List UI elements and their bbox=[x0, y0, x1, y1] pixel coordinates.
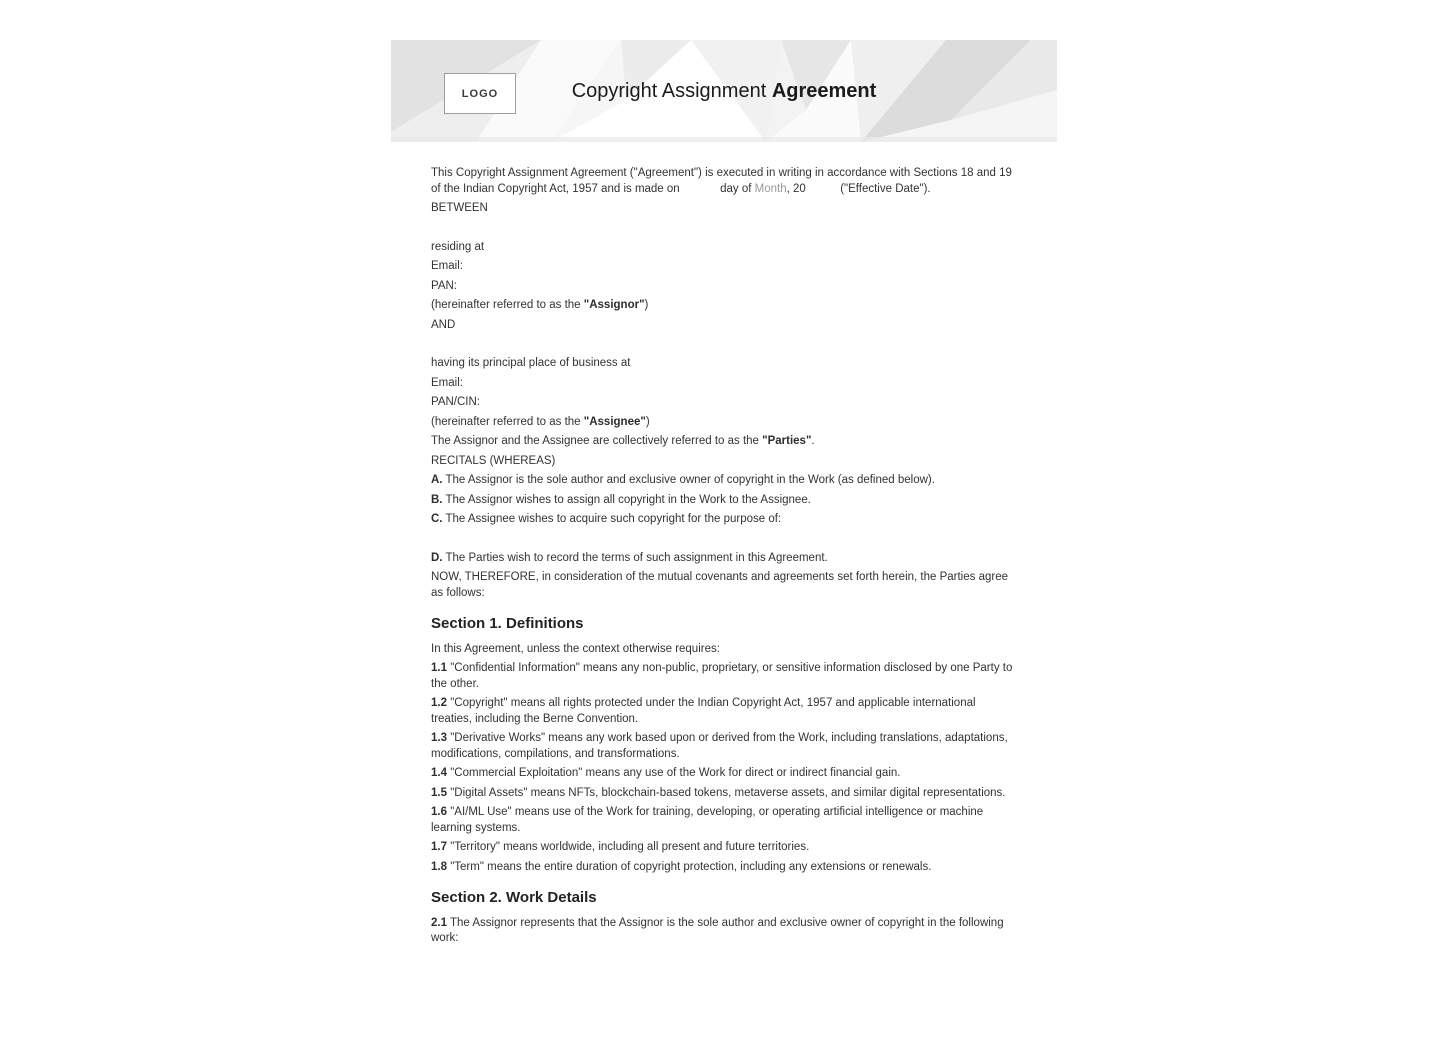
now-therefore-paragraph: NOW, THEREFORE, in consideration of the mutual covenants and agreements set forth herein, the Parties agree as follows: bbox=[431, 571, 1008, 599]
parties-sentence bbox=[431, 434, 1017, 450]
work-details-num-2-1: 2.1 bbox=[431, 916, 447, 929]
assignor-residing-at: residing at bbox=[431, 240, 485, 253]
definition-num-1-8: 1.8 bbox=[431, 860, 447, 873]
definition-item-1-1 bbox=[431, 661, 1017, 692]
section-1-lead: In this Agreement, unless the context otherwise requires: bbox=[431, 642, 720, 655]
recital-label-a: A. bbox=[431, 474, 443, 487]
definition-text-1-3: "Derivative Works" means any work based upon or derived from the Work, including translations, adaptations, modifications, compilations, and transformations. bbox=[431, 732, 1008, 760]
assignee-hereinafter bbox=[431, 415, 1017, 431]
definition-num-1-4: 1.4 bbox=[431, 767, 447, 780]
recital-label-c: C. bbox=[431, 513, 443, 526]
recital-item-c bbox=[431, 512, 1017, 528]
recital-text-b: The Assignor wishes to assign all copyright in the Work to the Assignee. bbox=[445, 493, 811, 506]
assignee-principal-place: having its principal place of business at bbox=[431, 357, 631, 370]
document-title bbox=[391, 40, 1057, 142]
document-body bbox=[391, 142, 1057, 1011]
definition-num-1-2: 1.2 bbox=[431, 697, 447, 710]
definition-item-1-3 bbox=[431, 731, 1017, 762]
recital-item-b bbox=[431, 493, 1017, 509]
intro-text-4: ("Effective Date"). bbox=[840, 182, 931, 195]
assignee-hereinafter-suffix: ) bbox=[645, 415, 650, 428]
definition-num-1-1: 1.1 bbox=[431, 662, 447, 675]
document-page bbox=[391, 40, 1057, 1011]
assignor-pan-label: PAN: bbox=[431, 279, 457, 292]
assignor-hereinafter-prefix: (hereinafter referred to as the bbox=[431, 299, 584, 312]
recital-text-c: The Assignee wishes to acquire such copyright for the purpose of: bbox=[445, 513, 782, 526]
assignor-hereinafter-suffix: ) bbox=[644, 299, 649, 312]
definition-text-1-6: "AI/ML Use" means use of the Work for training, developing, or operating artificial intelligence or machine learning systems. bbox=[431, 806, 984, 834]
parties-term: "Parties" bbox=[762, 435, 812, 448]
intro-text-2: day of bbox=[720, 182, 752, 195]
parties-suffix: . bbox=[811, 435, 815, 448]
definition-num-1-6: 1.6 bbox=[431, 806, 447, 819]
logo-text: LOGO bbox=[461, 87, 499, 100]
recital-text-a: The Assignor is the sole author and exclusive owner of copyright in the Work (as defined below). bbox=[445, 474, 935, 487]
work-details-text-2-1: The Assignor represents that the Assignor is the sole author and exclusive owner of copyright in the following work: bbox=[431, 916, 1004, 945]
definition-num-1-7: 1.7 bbox=[431, 841, 447, 854]
title-bold: Agreement bbox=[771, 79, 877, 102]
definition-item-1-4 bbox=[431, 766, 1017, 782]
assignor-name-blank bbox=[431, 221, 1017, 240]
definition-item-1-8 bbox=[431, 860, 1017, 876]
definition-num-1-3: 1.3 bbox=[431, 732, 447, 745]
assignor-email-label: Email: bbox=[431, 260, 463, 273]
section-1-heading: Section 1. Definitions bbox=[431, 615, 584, 633]
intro-text-3: , 20 bbox=[786, 182, 806, 195]
definition-item-1-7 bbox=[431, 840, 1017, 856]
assignor-hereinafter bbox=[431, 298, 1017, 314]
month-placeholder: Month bbox=[754, 182, 787, 195]
recital-item-a bbox=[431, 473, 1017, 489]
and-label: AND bbox=[431, 318, 456, 331]
definition-text-1-7: "Territory" means worldwide, including all present and future territories. bbox=[450, 841, 810, 854]
recital-label-d: D. bbox=[431, 551, 443, 564]
recital-text-d: The Parties wish to record the terms of such assignment in this Agreement. bbox=[445, 551, 828, 564]
assignee-hereinafter-prefix: (hereinafter referred to as the bbox=[431, 415, 584, 428]
parties-prefix: The Assignor and the Assignee are collectively referred to as the bbox=[431, 435, 763, 448]
assignor-term: "Assignor" bbox=[583, 299, 645, 312]
definition-text-1-2: "Copyright" means all rights protected under the Indian Copyright Act, 1957 and applicable international treaties, including the Berne Convention. bbox=[431, 697, 976, 725]
between-label: BETWEEN bbox=[431, 202, 488, 215]
intro-paragraph bbox=[431, 166, 1017, 197]
recitals-heading: RECITALS (WHEREAS) bbox=[431, 454, 556, 467]
definition-num-1-5: 1.5 bbox=[431, 786, 447, 799]
section-2-heading: Section 2. Work Details bbox=[431, 889, 597, 907]
definition-text-1-8: "Term" means the entire duration of copyright protection, including any extensions or renewals. bbox=[450, 860, 932, 873]
assignee-name-blank bbox=[431, 337, 1017, 356]
title-regular: Copyright Assignment bbox=[571, 79, 772, 102]
document-header bbox=[391, 40, 1057, 142]
assignee-term: "Assignee" bbox=[583, 415, 646, 428]
purpose-blank-field bbox=[431, 532, 1017, 551]
definition-item-1-5 bbox=[431, 786, 1017, 802]
assignee-pan-label: PAN/CIN: bbox=[431, 396, 480, 409]
assignee-email-label: Email: bbox=[431, 376, 463, 389]
recital-item-d bbox=[431, 551, 1017, 567]
recital-label-b: B. bbox=[431, 493, 443, 506]
definition-text-1-5: "Digital Assets" means NFTs, blockchain-based tokens, metaverse assets, and similar digital representations. bbox=[450, 786, 1006, 799]
work-details-item-2-1 bbox=[431, 916, 1017, 947]
definition-item-1-2 bbox=[431, 696, 1017, 727]
intro-text-1: This Copyright Assignment Agreement ("Agreement") is executed in writing in accordance with Sections 18 and 19 of the Indian Copyright Act, 1957 and is made on bbox=[431, 167, 1012, 195]
definition-item-1-6 bbox=[431, 805, 1017, 836]
definition-text-1-1: "Confidential Information" means any non-public, proprietary, or sensitive information disclosed by one Party to the other. bbox=[431, 662, 1013, 690]
definition-text-1-4: "Commercial Exploitation" means any use of the Work for direct or indirect financial gain. bbox=[450, 767, 901, 780]
